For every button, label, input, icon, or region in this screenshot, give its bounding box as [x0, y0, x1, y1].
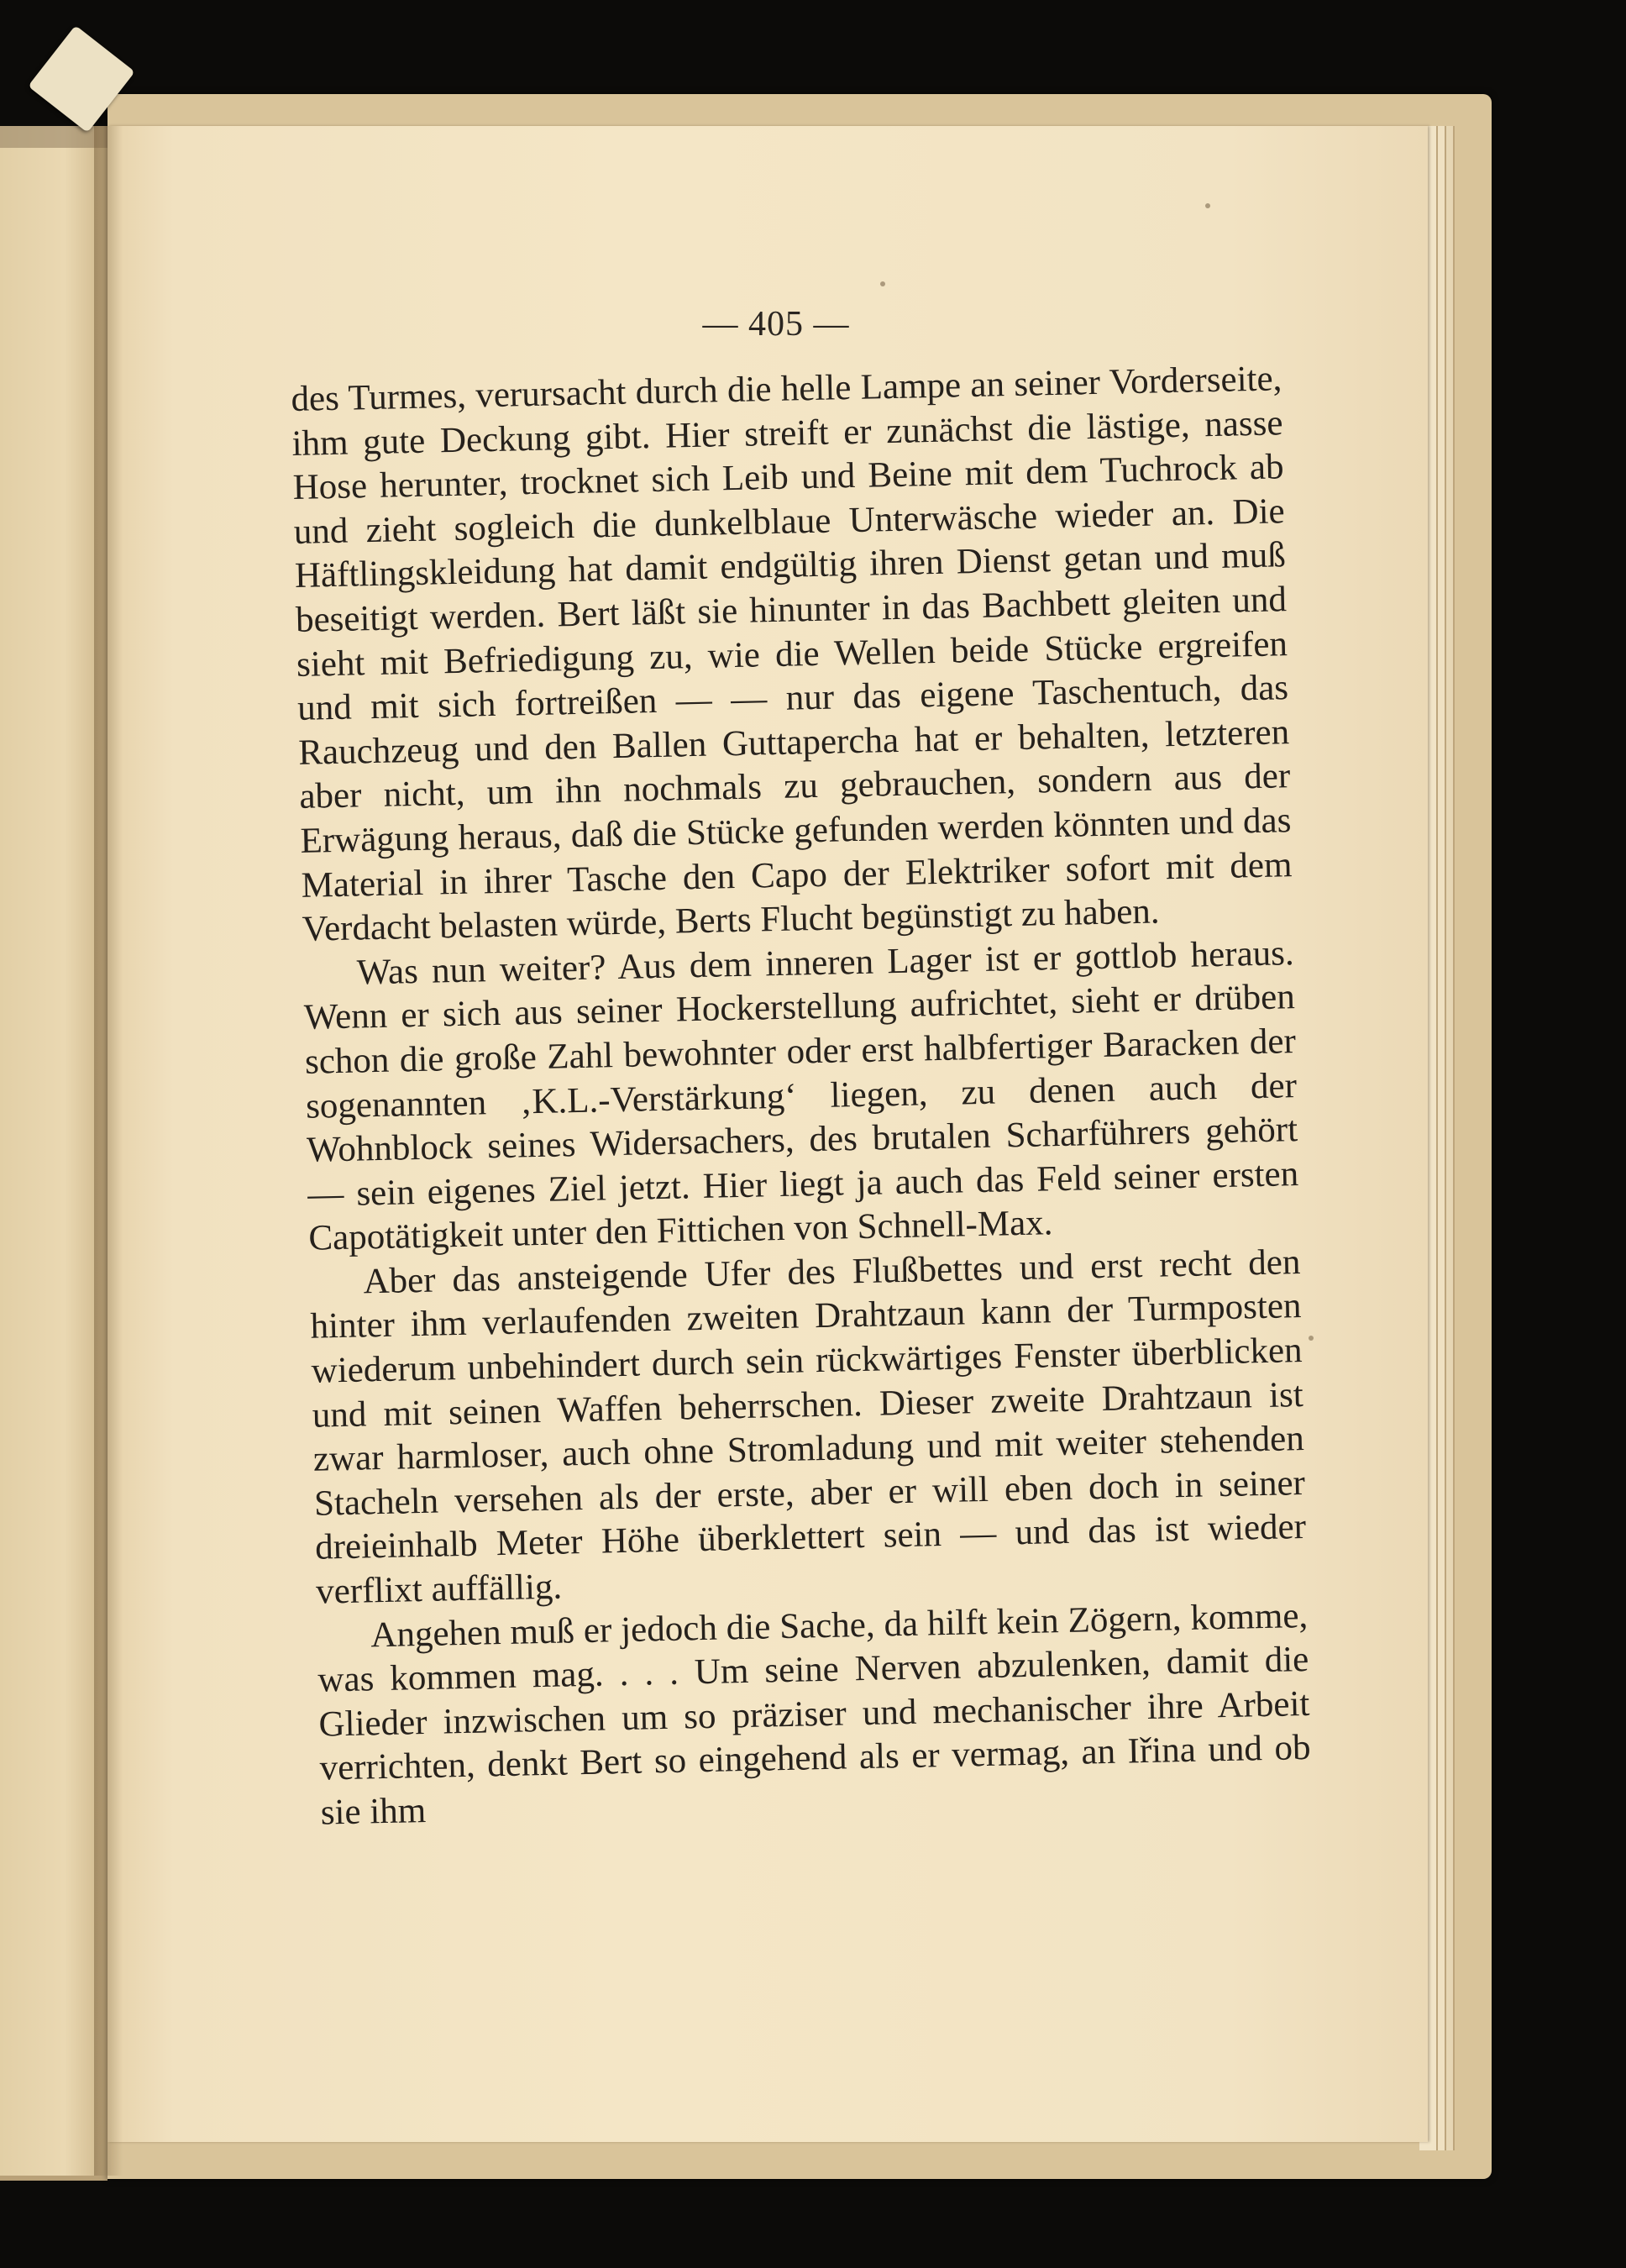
gutter-shadow	[94, 126, 123, 2176]
paragraph-4: Angehen muß er jedoch die Sache, da hilft kein Zögern, komme, was kommen mag. . . . Um seine Nerven abzulenken, damit die Glieder inzwischen um so präziser und mechanischer ihre Arbeit verrichten, denkt Bert so eingehend als er vermag, an Iřina und ob sie ihm	[317, 1595, 1311, 1833]
paper-speck	[880, 281, 885, 286]
paper-speck	[1309, 1336, 1314, 1341]
body-text	[291, 357, 1312, 1835]
page-number: — 405 —	[702, 305, 850, 344]
paragraph-1: des Turmes, verursacht durch die helle Lampe an seiner Vorderseite, ihm gute Deckung gibt. Hier streift er zunächst die lästige, nasse Hose herunter, trocknet sich Leib und Beine mit dem Tuchrock ab und zieht sogleich die dunkelblaue Unterwäsche wieder an. Die Häftlingskleidung hat damit endgültig ihren Dienst getan und muß beseitigt werden. Bert läßt sie hinunter in das Bachbett gleiten und sieht mit Befriedigung zu, wie die Wellen beide Stücke ergreifen und mit sich fortreißen — — nur das eigene Taschentuch, das Rauchzeug und den Ballen Guttapercha hat er behalten, letzteren aber nicht, um ihn nochmals zu gebrauchen, sondern aus der Erwägung heraus, daß die Stücke gefunden werden könnten und das Material in ihrer Tasche den Capo der Elektriker sofort mit dem Verdacht belasten würde, Berts Flucht begünstigt zu haben.	[291, 359, 1293, 949]
book-page	[108, 126, 1428, 2142]
paper-speck	[1205, 203, 1210, 208]
left-facing-page	[0, 126, 108, 2181]
left-page-shadow-strip	[0, 126, 108, 148]
paragraph-2: Was nun weiter? Aus dem inneren Lager ist er gottlob heraus. Wenn er sich aus seiner Hockerstellung aufrichtet, sieht er drüben schon die große Zahl bewohnter oder erst halbfertiger Baracken der sogenannten ‚K.L.-Verstärkung‘ liegen, zu denen auch der Wohnblock seines Widersachers, des brutalen Scharführers gehört — sein eigenes Ziel jetzt. Hier liegt ja auch das Feld seiner ersten Capotätigkeit unter den Fittichen von Schnell-Max.	[303, 932, 1299, 1259]
paragraph-3: Aber das ansteigende Ufer des Flußbettes und erst recht den hinter ihm verlaufenden zweiten Drahtzaun kann der Turmposten wiederum unbehindert durch sein rückwärtiges Fenster überblicken und mit seinen Waffen beherrschen. Dieser zweite Drahtzaun ist zwar harmloser, auch ohne Stromladung und mit weiter stehenden Stacheln versehen als der erste, aber er will eben doch in seiner dreieinhalb Meter Höhe überklettert sein — und das ist wieder verflixt auffällig.	[310, 1242, 1307, 1612]
